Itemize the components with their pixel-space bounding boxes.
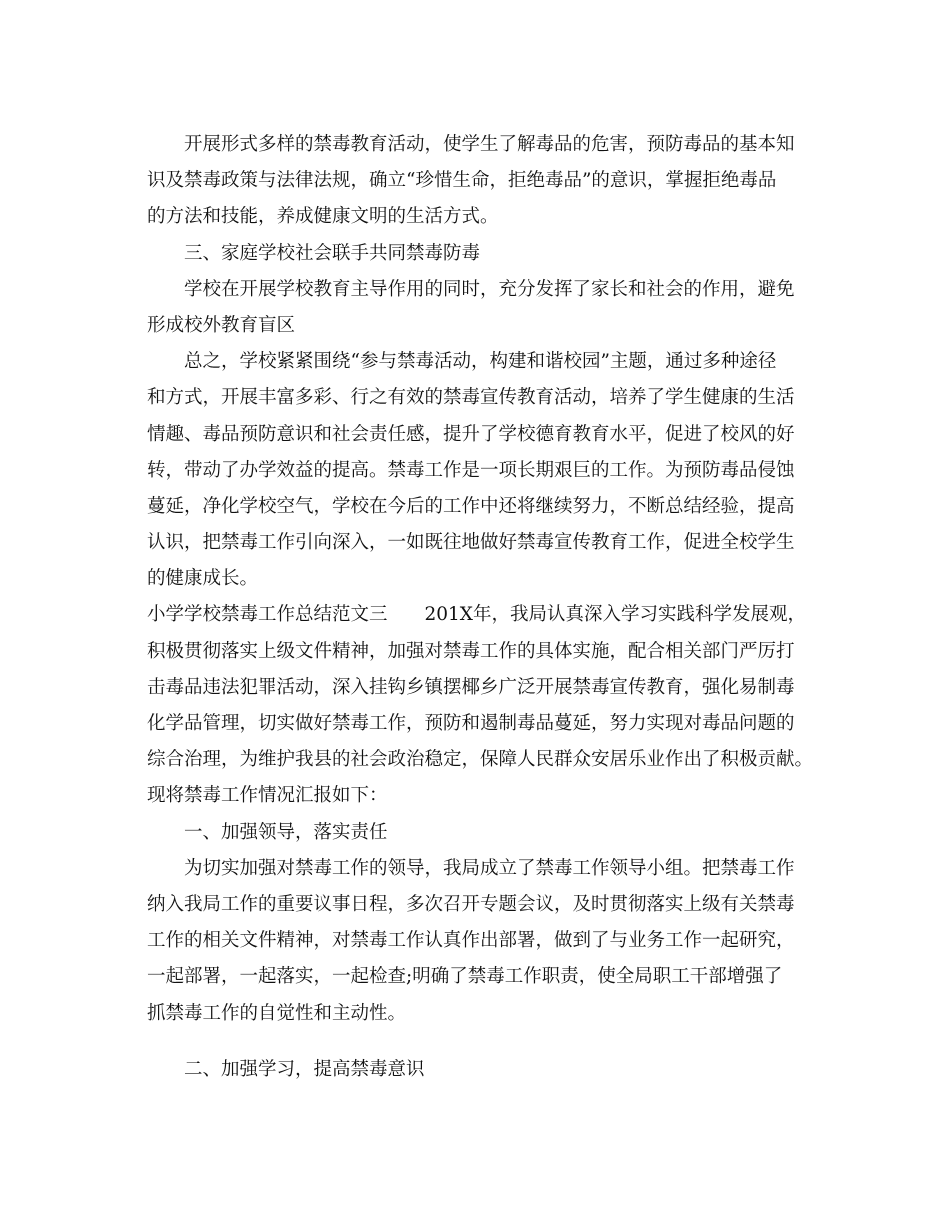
paragraph-line: 转，带动了办学效益的提高。禁毒工作是一项长期艰巨的工作。为预防毒品侵蚀 [147, 459, 795, 481]
article-title-line: 小学学校禁毒工作总结范文三 201X年，我局认真深入学习实践科学发展观， [147, 604, 806, 626]
paragraph-line: 综合治理，为维护我县的社会政治稳定，保障人民群众安居乐业作出了积极贡献。 [147, 749, 814, 771]
paragraph-line: 的健康成长。 [147, 568, 259, 590]
paragraph-line: 情趣、毒品预防意识和社会责任感，提升了学校德育教育水平，促进了校风的好 [147, 423, 795, 445]
paragraph-line: 的方法和技能，养成健康文明的生活方式。 [147, 206, 499, 228]
paragraph-line: 和方式，开展丰富多彩、行之有效的禁毒宣传教育活动，培养了学生健康的生活 [147, 387, 795, 409]
paragraph-line: 化学品管理，切实做好禁毒工作，预防和遏制毒品蔓延，努力实现对毒品问题的 [147, 713, 795, 734]
section-heading: 三、家庭学校社会联手共同禁毒防毒 [184, 242, 481, 264]
paragraph-line: 积极贯彻落实上级文件精神，加强对禁毒工作的具体实施，配合相关部门严厉打 [147, 640, 795, 662]
paragraph-line: 一起部署，一起落实，一起检查;明确了禁毒工作职责，使全局职工干部增强了 [147, 966, 783, 988]
paragraph-line: 为切实加强对禁毒工作的领导，我局成立了禁毒工作领导小组。把禁毒工作 [184, 857, 795, 879]
document-body [147, 127, 817, 1088]
paragraph-line: 现将禁毒工作情况汇报如下： [147, 785, 388, 807]
paragraph-line: 认识，把禁毒工作引向深入，一如既往地做好禁毒宣传教育工作，促进全校学生 [147, 532, 795, 554]
section-heading: 一、加强领导，落实责任 [184, 821, 388, 843]
paragraph-line: 纳入我局工作的重要议事日程，多次召开专题会议，及时贯彻落实上级有关禁毒 [147, 893, 795, 915]
paragraph-line: 抓禁毒工作的自觉性和主动性。 [147, 1002, 407, 1024]
paragraph-line: 形成校外教育盲区 [147, 314, 296, 336]
paragraph-line: 学校在开展学校教育主导作用的同时，充分发挥了家长和社会的作用，避免 [184, 278, 795, 300]
paragraph-line: 总之，学校紧紧围绕“参与禁毒活动，构建和谐校园”主题，通过多种途径 [184, 351, 777, 373]
paragraph-line: 开展形式多样的禁毒教育活动，使学生了解毒品的危害，预防毒品的基本知 [184, 134, 795, 155]
section-heading: 二、加强学习，提高禁毒意识 [184, 1058, 425, 1080]
paragraph-line: 击毒品违法犯罪活动，深入挂钩乡镇摆椰乡广泛开展禁毒宣传教育，强化易制毒 [147, 676, 795, 698]
paragraph-line: 识及禁毒政策与法律法规，确立“珍惜生命，拒绝毒品”的意识，掌握拒绝毒品 [147, 170, 777, 192]
paragraph-line: 工作的相关文件精神，对禁毒工作认真作出部署，做到了与业务工作一起研究， [147, 930, 795, 952]
paragraph-line: 蔓延，净化学校空气，学校在今后的工作中还将继续努力，不断总结经验，提高 [147, 495, 795, 517]
